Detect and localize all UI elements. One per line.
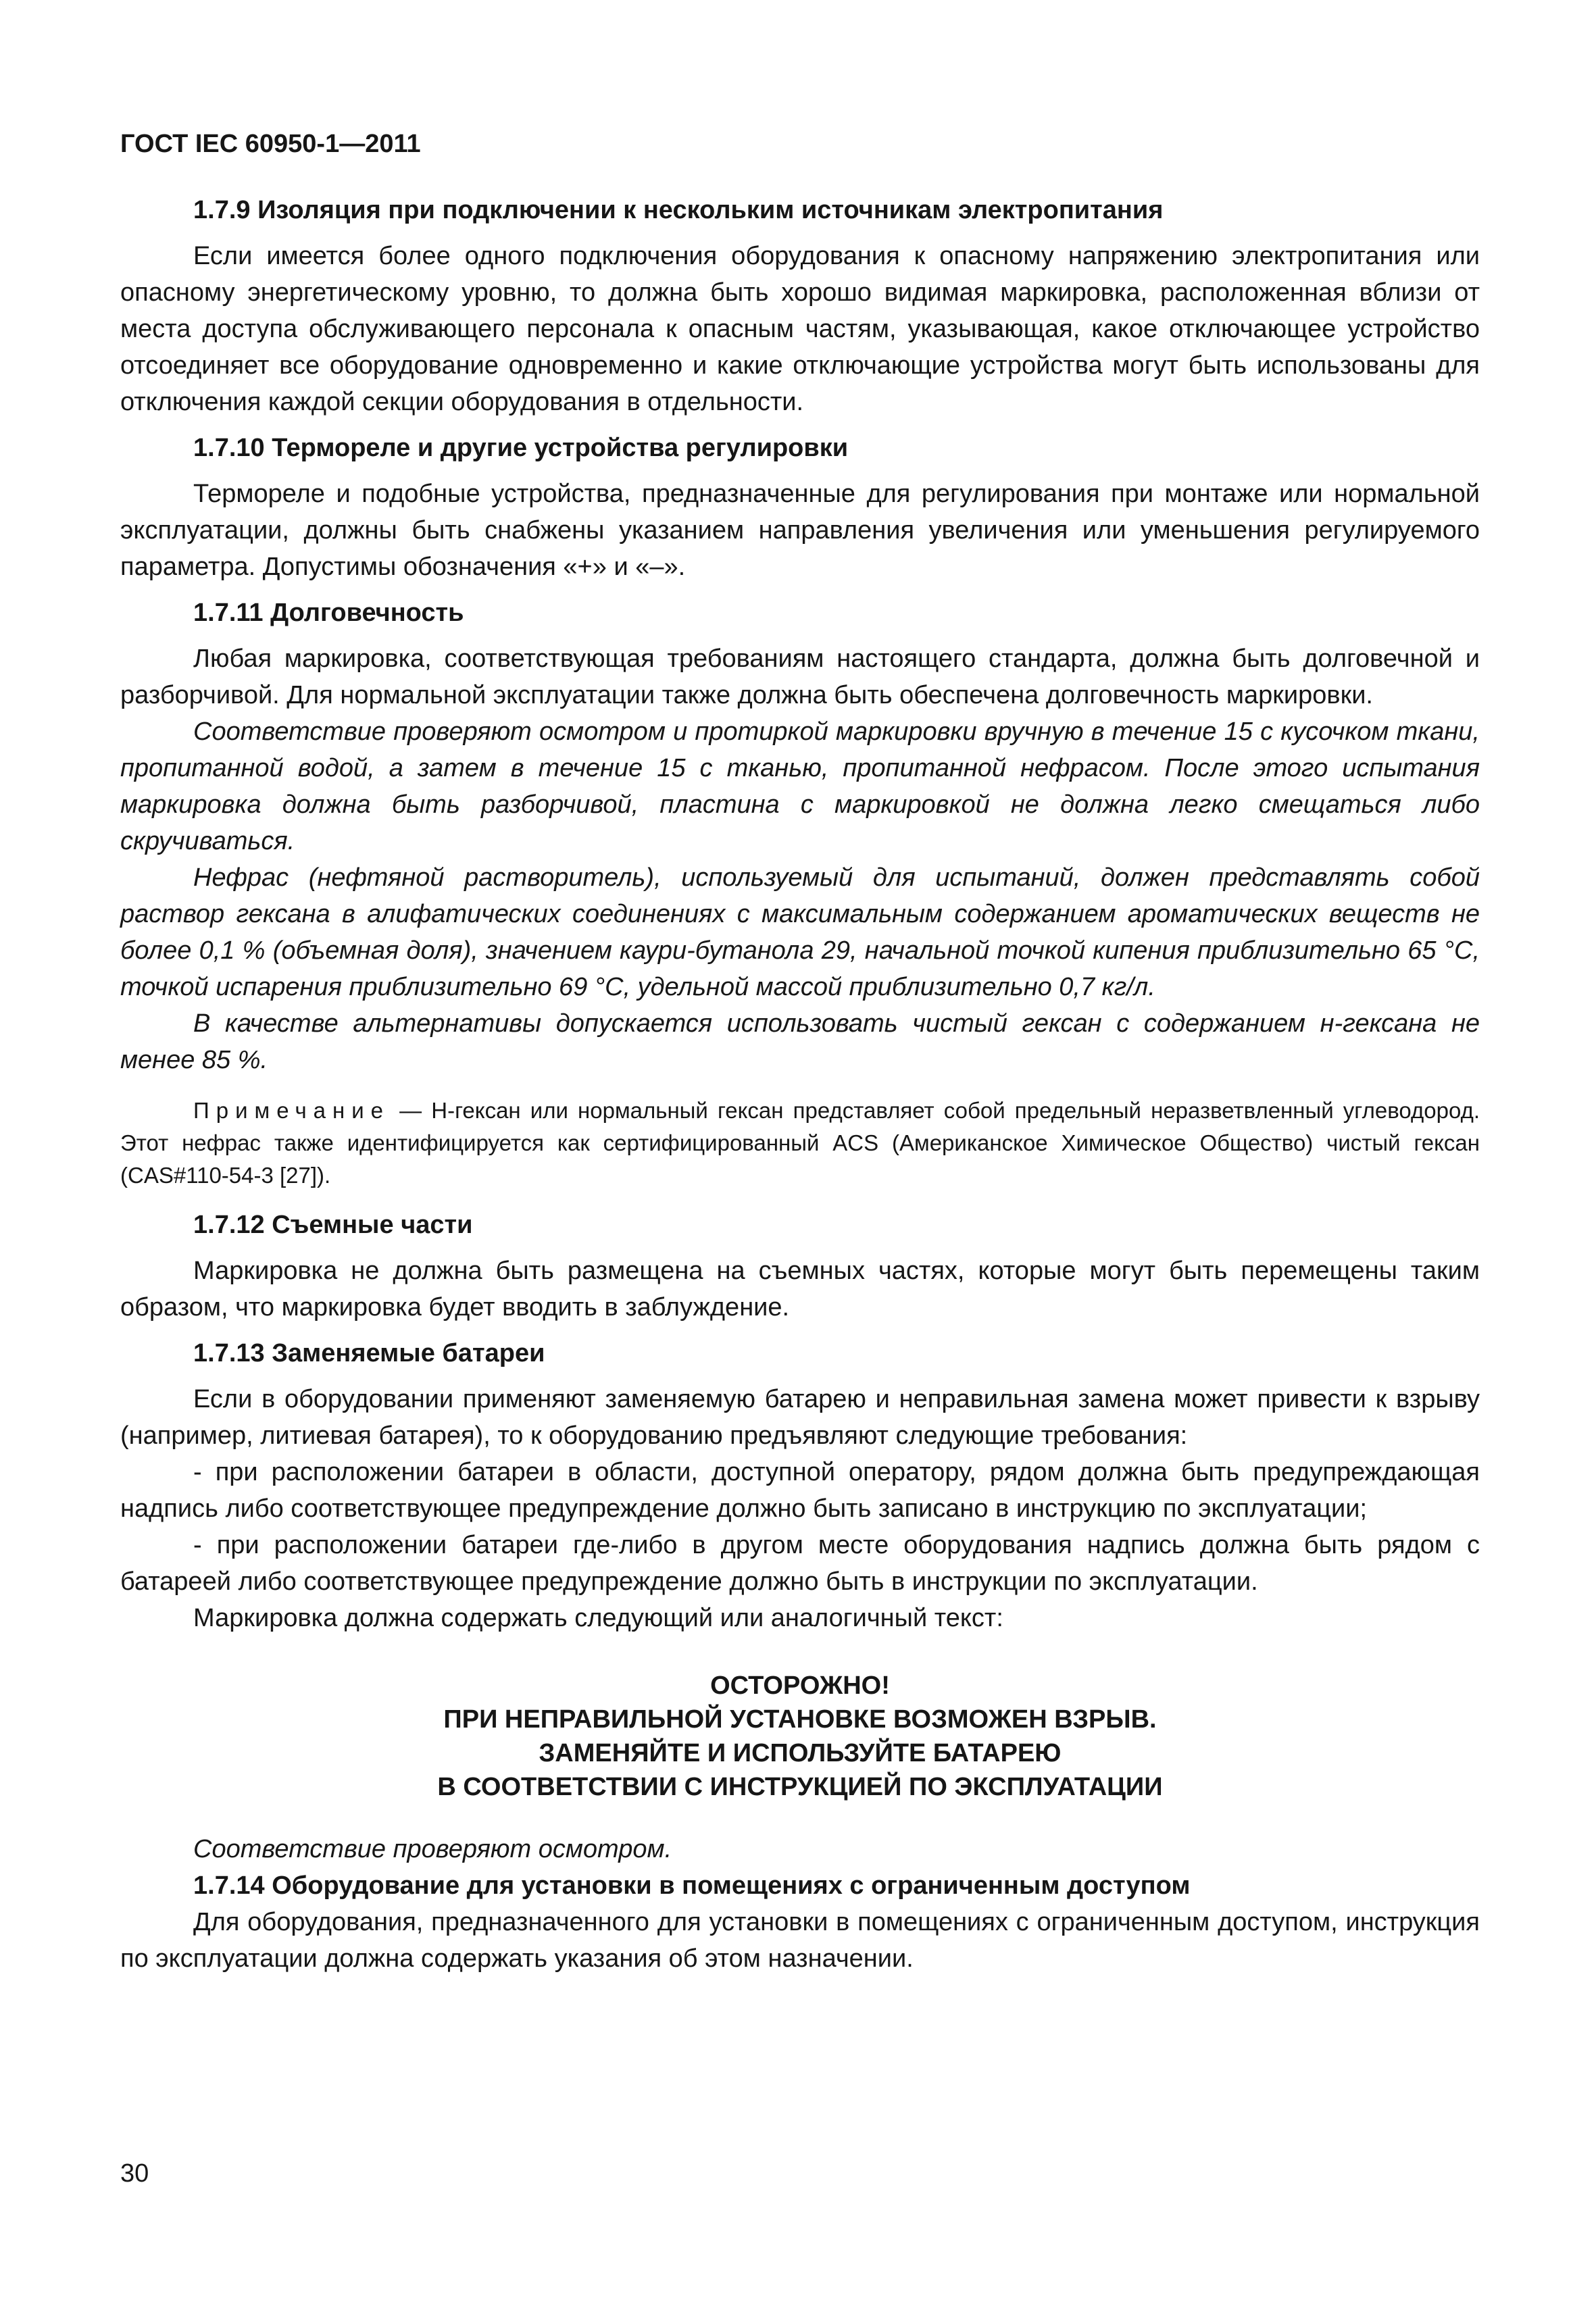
note-label: Примечание [193,1098,391,1123]
section-1-7-10-title: 1.7.10 Термореле и другие устройства регулировки [193,434,849,462]
section-1-7-13-paragraph-1: Если в оборудовании применяют заменяемую батарею и неправильная замена может привести к взрыву (например, литиевая батарея), то к оборудованию предъявляют следующие требования: [120,1385,1480,1450]
section-1-7-10-paragraph: Термореле и подобные устройства, предназначенные для регулирования при монтаже или нормальной эксплуатации, должны быть снабжены указанием направления увеличения или уменьшения регулируемого параметра. Допустимы обозначения «+» и «–». [120,480,1480,581]
battery-warning-block [120,1669,1480,1804]
section-1-7-13-paragraph-2: Маркировка должна содержать следующий или аналогичный текст: [193,1604,1003,1632]
section-1-7-11-title: 1.7.11 Долговечность [193,599,464,627]
section-1-7-11-paragraph-1: Любая маркировка, соответствующая требованиям настоящего стандарта, должна быть долговечной и разборчивой. Для нормальной эксплуатации также должна быть обеспечена долговечность маркировки. [120,645,1480,709]
section-1-7-9-paragraph: Если имеется более одного подключения оборудования к опасному напряжению электропитания или опасному энергетическому уровню, то должна быть хорошо видимая маркировка, расположенная вблизи от места доступа обслуживающего персонала к опасным частям, указывающая, какое отключающее устройство отсоединяет все оборудование одновременно и какие отключающие устройства могут быть использованы для отключения каждой секции оборудования в отдельности. [120,242,1480,416]
document-page [120,101,1480,1986]
document-code: ГОСТ IEC 60950-1—2011 [120,130,421,158]
section-1-7-14-title: 1.7.14 Оборудование для установки в помещениях с ограниченным доступом [193,1871,1191,1900]
section-1-7-13-list-item-1: - при расположении батареи в области, доступной оператору, рядом должна быть предупреждающая надпись либо соответствующее предупреждение должно быть записано в инструкцию по эксплуатации; [120,1458,1480,1523]
section-1-7-11-solvent-text: Нефрас (нефтяной растворитель), используемый для испытаний, должен представлять собой раствор гексана в алифатических соединениях с максимальным содержанием ароматических веществ не более 0,1 % (объемная доля), значением каури-бутанола 29, начальной точкой кипения приблизительно 65 °С, точкой испарения приблизительно 69 °С, удельной массой приблизительно 0,7 кг/л. [120,863,1480,1001]
warning-line-4: В СООТВЕТСТВИИ С ИНСТРУКЦИЕЙ ПО ЭКСПЛУАТАЦИИ [437,1773,1163,1801]
note-text: — Н-гексан или нормальный гексан представляет собой предельный неразветвленный углеводород. Этот нефрас также идентифицируется как сертифицированный ACS (Американское Химическое Общество) чистый гексан (CAS#110-54-3 [27]). [120,1098,1480,1188]
warning-line-3: ЗАМЕНЯЙТЕ И ИСПОЛЬЗУЙТЕ БАТАРЕЮ [539,1739,1062,1767]
section-1-7-14-paragraph: Для оборудования, предназначенного для установки в помещениях с ограниченным доступом, инструкция по эксплуатации должна содержать указания об этом назначении. [120,1908,1480,1973]
section-1-7-13-title: 1.7.13 Заменяемые батареи [193,1339,545,1367]
section-1-7-11-compliance-text: Соответствие проверяют осмотром и протиркой маркировки вручную в течение 15 с кусочком ткани, пропитанной водой, а затем в течение 15 с тканью, пропитанной нефрасом. После этого испытания маркировка должна быть разборчивой, пластина с маркировкой не должна легко смещаться либо скручиваться. [120,718,1480,855]
section-1-7-12-paragraph: Маркировка не должна быть размещена на съемных частях, которые могут быть перемещены таким образом, что маркировка будет вводить в заблуждение. [120,1257,1480,1322]
section-1-7-13-compliance-text: Соответствие проверяют осмотром. [193,1835,672,1863]
section-1-7-9-title: 1.7.9 Изоляция при подключении к нескольким источникам электропитания [193,196,1164,224]
warning-line-1: ОСТОРОЖНО! [710,1671,890,1700]
section-1-7-12-title: 1.7.12 Съемные части [193,1211,473,1239]
section-1-7-11-note [120,1095,1480,1192]
section-1-7-13-list-item-2: - при расположении батареи где-либо в другом месте оборудования надпись должна быть рядом с батареей либо соответствующее предупреждение должно быть в инструкции по эксплуатации. [120,1531,1480,1596]
page-number: 30 [120,2159,149,2188]
warning-line-2: ПРИ НЕПРАВИЛЬНОЙ УСТАНОВКЕ ВОЗМОЖЕН ВЗРЫВ. [443,1705,1157,1734]
section-1-7-11-alternative-text: В качестве альтернативы допускается использовать чистый гексан с содержанием н-гексана не менее 85 %. [120,1009,1480,1074]
